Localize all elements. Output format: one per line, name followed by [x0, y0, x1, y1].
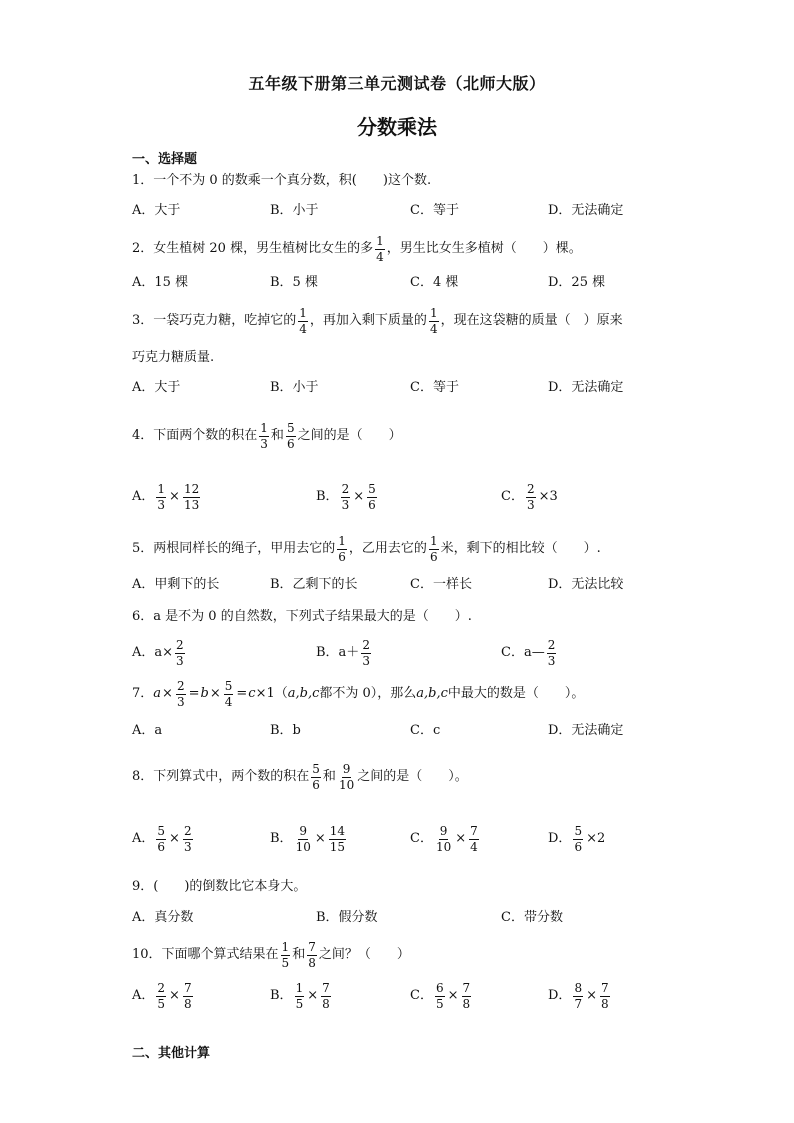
equals-sign: =	[236, 686, 248, 701]
q7-text-mid: 都不为 0），那么	[319, 686, 417, 701]
numerator: 9	[439, 823, 448, 838]
denominator: 3	[176, 653, 184, 668]
q6-option-a	[132, 636, 187, 670]
q4-text-mid: 和	[270, 428, 284, 443]
var-a: a	[153, 686, 162, 701]
q3-text-pre: 3．一袋巧克力糖，吃掉它的	[132, 313, 297, 328]
denominator: 6	[157, 839, 166, 854]
q3-option-b: B．小于	[270, 380, 319, 395]
fraction	[329, 825, 346, 854]
denominator: 6	[574, 839, 583, 854]
page-title: 五年级下册第三单元测试卷（北师大版）	[248, 74, 546, 93]
operator: ×	[209, 686, 221, 701]
numerator: 5	[574, 823, 583, 838]
denominator: 4	[470, 839, 478, 854]
q10-fraction-2	[307, 941, 317, 970]
option-label: B．	[270, 831, 293, 846]
section-heading-choice: 一、选择题	[132, 152, 198, 167]
numerator: 1	[429, 533, 438, 548]
numerator: 5	[368, 481, 376, 496]
q3-option-c: C．等于	[410, 380, 459, 395]
q3-text-mid: ，再加入剩下质量的	[309, 313, 427, 328]
denominator: 3	[176, 694, 185, 709]
question-7	[132, 676, 584, 712]
q5-fraction-2	[429, 535, 439, 564]
numerator: 1	[338, 533, 346, 548]
fraction	[361, 639, 371, 668]
numerator: 9	[299, 823, 308, 838]
option-label: A．	[132, 489, 155, 504]
var-c: c	[248, 686, 256, 701]
question-number: 7．	[132, 686, 154, 701]
numerator: 2	[547, 637, 556, 652]
fraction	[526, 483, 536, 512]
denominator: 5	[281, 955, 290, 970]
section-heading-calculation: 二、其他计算	[132, 1046, 211, 1061]
numerator: 2	[526, 481, 535, 496]
q8-fraction-2	[338, 763, 355, 792]
fraction	[469, 825, 479, 854]
q5-text-post: 米，剩下的相比较（ ）.	[440, 541, 601, 556]
denominator: 6	[429, 549, 438, 564]
operator: ×	[353, 489, 365, 504]
q5-option-c: C．一样长	[410, 577, 472, 592]
denominator: 6	[286, 436, 295, 451]
q7-option-b: B．b	[270, 723, 301, 738]
q5-option-b: B．乙剩下的长	[270, 577, 358, 592]
q2-fraction	[375, 235, 385, 264]
fraction	[183, 825, 193, 854]
q9-option-c: C．带分数	[501, 910, 563, 925]
q2-option-a: A．15 棵	[132, 275, 189, 290]
q1-option-a: A．大于	[132, 203, 181, 218]
fraction	[156, 982, 166, 1011]
q10-option-a	[132, 979, 195, 1013]
q9-option-a: A．真分数	[132, 910, 194, 925]
question-3	[132, 303, 623, 339]
denominator: 8	[322, 996, 330, 1011]
denominator: 3	[526, 497, 535, 512]
q10-text-post: 之间？（ ）	[318, 947, 410, 962]
fraction	[156, 825, 166, 854]
q4-fraction-2	[286, 422, 296, 451]
question-6: 6．a 是不为 0 的自然数，下列式子结果最大的是（ ）.	[132, 609, 472, 624]
q7-fraction-1	[176, 680, 186, 709]
numerator: 9	[342, 761, 351, 776]
q4-text-pre: 4．下面两个数的积在	[132, 428, 258, 443]
denominator: 3	[341, 497, 350, 512]
fraction	[547, 639, 557, 668]
q10-text-pre: 10．下面哪个算式结果在	[132, 947, 279, 962]
q3-fraction-1	[298, 307, 308, 336]
denominator: 10	[295, 839, 311, 854]
q7-option-d: D．无法确定	[548, 723, 624, 738]
operator: ×	[169, 988, 180, 1003]
fraction	[435, 982, 445, 1011]
numerator: 5	[224, 678, 233, 693]
numerator: 7	[183, 980, 192, 995]
question-9: 9．( )的倒数比它本身大。	[132, 879, 307, 894]
numerator: 1	[295, 980, 304, 995]
denominator: 5	[295, 996, 304, 1011]
denominator: 3	[157, 497, 166, 512]
equals-sign: =	[188, 686, 200, 701]
numerator: 2	[341, 481, 350, 496]
operator: ×	[162, 686, 173, 701]
denominator: 5	[435, 996, 444, 1011]
denominator: 8	[462, 996, 471, 1011]
denominator: 3	[260, 436, 268, 451]
fraction	[341, 483, 351, 512]
option-label: A．a×	[132, 645, 174, 660]
operator: ×	[307, 988, 319, 1003]
question-5	[132, 531, 601, 567]
q4-text-post: 之间的是（ ）	[297, 428, 402, 443]
operator: ×	[447, 988, 459, 1003]
numerator: 7	[470, 823, 478, 838]
q4-option-c	[501, 480, 559, 514]
q3-text-post: ，现在这袋糖的质量（ ）原来	[440, 313, 623, 328]
denominator: 15	[329, 839, 346, 854]
numerator: 7	[600, 980, 609, 995]
question-8	[132, 759, 468, 795]
q10-option-d	[548, 979, 612, 1013]
q5-text-mid: ，乙用去它的	[348, 541, 427, 556]
q6-option-c	[501, 636, 558, 670]
q7-text-one: ×1（	[255, 686, 288, 701]
fraction	[600, 982, 610, 1011]
q4-fraction-1	[259, 422, 269, 451]
q3-fraction-2	[429, 307, 439, 336]
option-label: C．a—	[501, 645, 545, 660]
denominator: 4	[224, 694, 233, 709]
numerator: 7	[322, 980, 330, 995]
operator: ×	[169, 489, 180, 504]
operator: ×	[169, 831, 180, 846]
q5-option-a: A．甲剩下的长	[132, 577, 220, 592]
q4-option-a	[132, 480, 202, 514]
denominator: 4	[429, 321, 438, 336]
fraction	[573, 982, 583, 1011]
fraction	[295, 982, 305, 1011]
q8-fraction-1	[311, 763, 321, 792]
q8-text-pre: 8．下列算式中，两个数的积在	[132, 769, 310, 784]
numerator: 2	[183, 823, 192, 838]
q7-vars: a,b,c	[287, 686, 320, 701]
fraction	[321, 982, 331, 1011]
denominator: 3	[362, 653, 370, 668]
q8-option-a	[132, 822, 195, 856]
option-label: B．	[316, 489, 339, 504]
q7-text-post: 中最大的数是（ ）。	[447, 686, 585, 701]
q10-option-b	[270, 979, 333, 1013]
denominator: 5	[157, 996, 166, 1011]
q8-option-c	[410, 822, 481, 856]
denominator: 6	[312, 777, 320, 792]
q2-text-pre: 2．女生植树 20 棵，男生植树比女生的多	[132, 241, 374, 256]
numerator: 5	[286, 420, 295, 435]
option-label: D．	[548, 831, 572, 846]
fraction	[175, 639, 185, 668]
q7-option-c: C．c	[410, 723, 441, 738]
denominator: 6	[368, 497, 376, 512]
q6-option-b	[316, 636, 373, 670]
q10-text-mid: 和	[292, 947, 306, 962]
q7-option-a: A．a	[132, 723, 163, 738]
q7-vars-2: a,b,c	[416, 686, 448, 701]
numerator: 5	[157, 823, 166, 838]
q7-fraction-2	[224, 680, 234, 709]
q10-fraction-1	[281, 941, 291, 970]
q2-option-d: D．25 棵	[548, 275, 606, 290]
q1-option-c: C．等于	[410, 203, 459, 218]
numerator: 2	[176, 637, 184, 652]
denominator: 3	[547, 653, 556, 668]
option-label: B．	[270, 988, 293, 1003]
numerator: 2	[362, 637, 370, 652]
operator: ×3	[538, 489, 558, 504]
operator: ×	[314, 831, 326, 846]
fraction	[462, 982, 472, 1011]
numerator: 7	[462, 980, 471, 995]
fraction	[435, 825, 452, 854]
q5-option-d: D．无法比较	[548, 577, 624, 592]
denominator: 8	[183, 996, 192, 1011]
denominator: 13	[183, 497, 200, 512]
denominator: 6	[338, 549, 346, 564]
fraction	[183, 982, 193, 1011]
numerator: 1	[299, 305, 307, 320]
denominator: 8	[600, 996, 609, 1011]
q9-option-b: B．假分数	[316, 910, 378, 925]
var-b: b	[200, 686, 209, 701]
numerator: 1	[281, 939, 290, 954]
question-1: 1．一个不为 0 的数乘一个真分数，积( )这个数.	[132, 173, 432, 188]
numerator: 6	[435, 980, 444, 995]
q2-option-b: B．5 棵	[270, 275, 318, 290]
numerator: 1	[376, 233, 384, 248]
option-label: A．	[132, 988, 155, 1003]
numerator: 1	[260, 420, 268, 435]
numerator: 2	[157, 980, 166, 995]
numerator: 1	[157, 481, 166, 496]
operator: ×	[586, 988, 597, 1003]
denominator: 10	[435, 839, 452, 854]
denominator: 7	[574, 996, 583, 1011]
q3-option-d: D．无法确定	[548, 380, 624, 395]
operator: ×	[455, 831, 467, 846]
numerator: 14	[329, 823, 346, 838]
operator: ×2	[586, 831, 606, 846]
q8-text-mid: 和	[322, 769, 336, 784]
denominator: 4	[299, 321, 307, 336]
numerator: 1	[429, 305, 438, 320]
q3-option-a: A．大于	[132, 380, 181, 395]
fraction	[295, 825, 312, 854]
denominator: 8	[308, 955, 316, 970]
q8-text-post: 之间的是（ ）。	[357, 769, 468, 784]
page-subtitle: 分数乘法	[357, 115, 437, 139]
option-label: D．	[548, 988, 572, 1003]
question-4	[132, 418, 402, 454]
question-2	[132, 232, 582, 266]
q1-option-d: D．无法确定	[548, 203, 624, 218]
question-3-line-2: 巧克力糖质量.	[132, 350, 215, 365]
fraction	[573, 825, 583, 854]
numerator: 12	[183, 481, 200, 496]
question-10	[132, 937, 410, 973]
fraction	[183, 483, 200, 512]
q5-text-pre: 5．两根同样长的绳子，甲用去它的	[132, 541, 336, 556]
option-label: C．	[410, 831, 433, 846]
numerator: 2	[176, 678, 185, 693]
q10-option-c	[410, 979, 473, 1013]
fraction	[367, 483, 377, 512]
denominator: 4	[376, 249, 384, 264]
q8-option-d	[548, 822, 606, 856]
option-label: A．	[132, 831, 155, 846]
option-label: C．	[410, 988, 433, 1003]
numerator: 7	[308, 939, 316, 954]
q5-fraction-1	[337, 535, 347, 564]
option-label: C．	[501, 489, 524, 504]
denominator: 10	[338, 777, 355, 792]
q2-option-c: C．4 棵	[410, 275, 459, 290]
q2-text-post: ，男生比女生多植树（ ）棵。	[386, 241, 582, 256]
q1-option-b: B．小于	[270, 203, 319, 218]
numerator: 8	[574, 980, 583, 995]
option-label: B．a＋	[316, 645, 360, 660]
fraction	[156, 483, 166, 512]
q8-option-b	[270, 822, 348, 856]
numerator: 5	[312, 761, 320, 776]
q4-option-b	[316, 480, 379, 514]
denominator: 3	[183, 839, 192, 854]
